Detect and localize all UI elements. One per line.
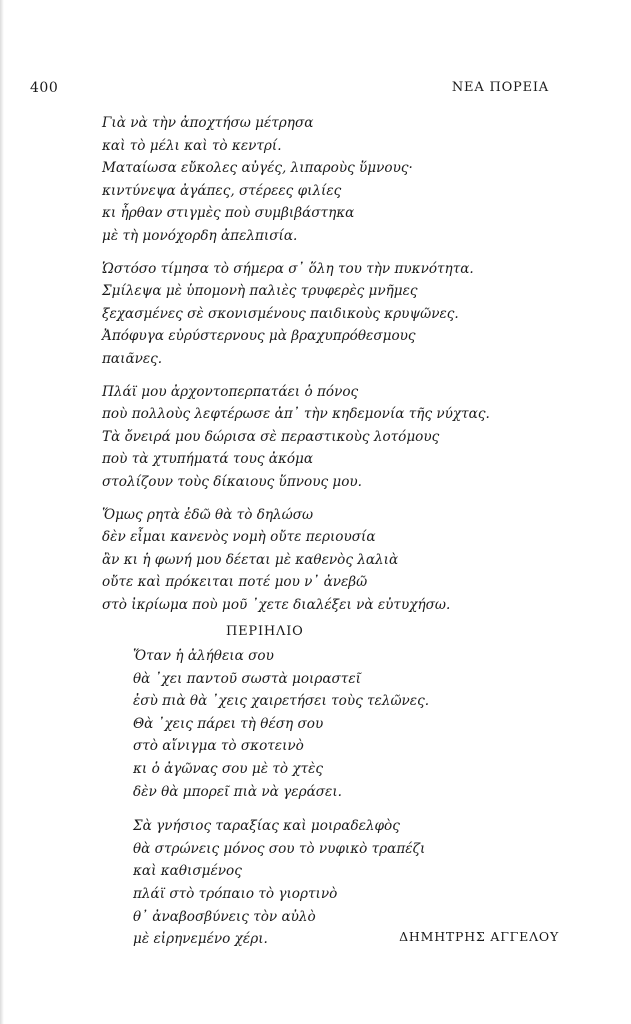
stanza (102, 112, 572, 248)
poem-line: καὶ τὸ μέλι καὶ τὸ κεντρί. (102, 137, 282, 154)
poem-line: Ἀπόφυγα εὐρύστερνους μὰ βραχυπρόθεσμους (102, 328, 416, 345)
poem-line: Σμίλεψα μὲ ὑπομονὴ παλιὲς τρυφερὲς μνῆμες (102, 283, 418, 300)
poem-line: καὶ καθισμένος (133, 863, 242, 880)
poem-line: Σὰ γνήσιος ταραξίας καὶ μοιραδελφὸς (133, 818, 400, 835)
poem-line: δὲν θὰ μπορεῖ πιὰ νὰ γεράσει. (133, 783, 342, 800)
poem-line: Ὡστόσο τίμησα τὸ σήμερα σ᾽ ὅλη του τὴν πυκνότητα. (102, 260, 474, 277)
poem-line: ποὺ πολλοὺς λεφτέρωσε ἀπ᾽ τὴν κηδεμονία τῆς νύχτας. (102, 406, 490, 423)
author-signature: ΔΗΜΗΤΡΗΣ ΑΓΓΕΛΟΥ (399, 929, 559, 944)
poem-line: στὸ αἴνιγμα τὸ σκοτεινὸ (133, 738, 304, 755)
poem-line: θὰ ᾽χει παντοῦ σωστὰ μοιραστεῖ (133, 670, 361, 687)
poem-line: στολίζουν τοὺς δίκαιους ὕπνους μου. (102, 473, 363, 490)
poem-line: θ᾽ ἀναβοσβύνεις τὸν αὐλὸ (133, 908, 316, 925)
poem-line: Πλάϊ μου ἀρχοντοπερπατάει ὁ πόνος (102, 383, 359, 400)
poem-one (102, 112, 572, 626)
running-head: ΝΕΑ ΠΟΡΕΙΑ (451, 80, 549, 95)
poem-line: θὰ στρώνεις μόνος σου τὸ νυφικὸ τραπέζι (133, 840, 426, 857)
poem-line: Γιὰ νὰ τὴν ἀποχτήσω μέτρησα (102, 115, 314, 131)
poem-line: κιντύνεψα ἀγάπες, στέρεες φιλίες (102, 182, 342, 199)
stanza (102, 381, 572, 494)
poem-line: Ὅμως ρητὰ ἐδῶ θὰ τὸ δηλώσω (102, 506, 314, 523)
poem-line: κι ἦρθαν στιγμὲς ποὺ συμβιβάστηκα (102, 205, 355, 222)
poem-line: δὲν εἶμαι κανενὸς νομὴ οὔτε περιουσία (102, 529, 376, 546)
page-number: 400 (30, 80, 59, 96)
poem-line: Ὅταν ἡ ἀλήθεια σου (133, 648, 274, 664)
poem-line: πλάϊ στὸ τρόπαιο τὸ γιορτινὸ (133, 885, 338, 902)
poem-line: Ματαίωσα εὔκολες αὐγές, λιπαροὺς ὕμνους· (102, 160, 413, 177)
page-edge-shadow (0, 0, 4, 1024)
poem-line: ἂν κι ἡ φωνή μου δέεται μὲ καθενὸς λαλιὰ (102, 551, 399, 568)
poem-line: μὲ τὴ μονόχορδη ἀπελπισία. (102, 227, 298, 244)
poem-line: παιᾶνες. (102, 350, 163, 367)
poem-two (133, 645, 573, 963)
poem-line: οὔτε καὶ πρόκειται ποτέ μου ν᾽ ἀνεβῶ (102, 574, 368, 591)
poem-line: μὲ εἰρηνεμένο χέρι. (133, 931, 268, 948)
poem-line: ἐσὺ πιὰ θὰ ᾽χεις χαιρετήσει τοὺς τελῶνες. (133, 693, 430, 710)
poem-line: ξεχασμένες σὲ σκονισμένους παιδικοὺς κρυψῶνες. (102, 305, 459, 322)
stanza (102, 504, 572, 617)
poem-line: Θὰ ᾽χεις πάρει τὴ θέση σου (133, 715, 324, 732)
poem-line: Τὰ ὄνειρά μου δώρισα σὲ περαστικοὺς λοτόμους (102, 428, 440, 445)
poem-line: στὸ ἰκρίωμα ποὺ μοῦ ᾽χετε διαλέξει νὰ εὐτυχήσω. (102, 596, 451, 613)
stanza (102, 258, 572, 371)
poem-line: κι ὁ ἀγῶνας σου μὲ τὸ χτὲς (133, 760, 324, 777)
stanza (133, 645, 573, 803)
poem-line: ποὺ τὰ χτυπήματά τους ἀκόμα (102, 451, 314, 468)
poem-title: ΠΕΡΙΗΛΙΟ (226, 624, 304, 639)
